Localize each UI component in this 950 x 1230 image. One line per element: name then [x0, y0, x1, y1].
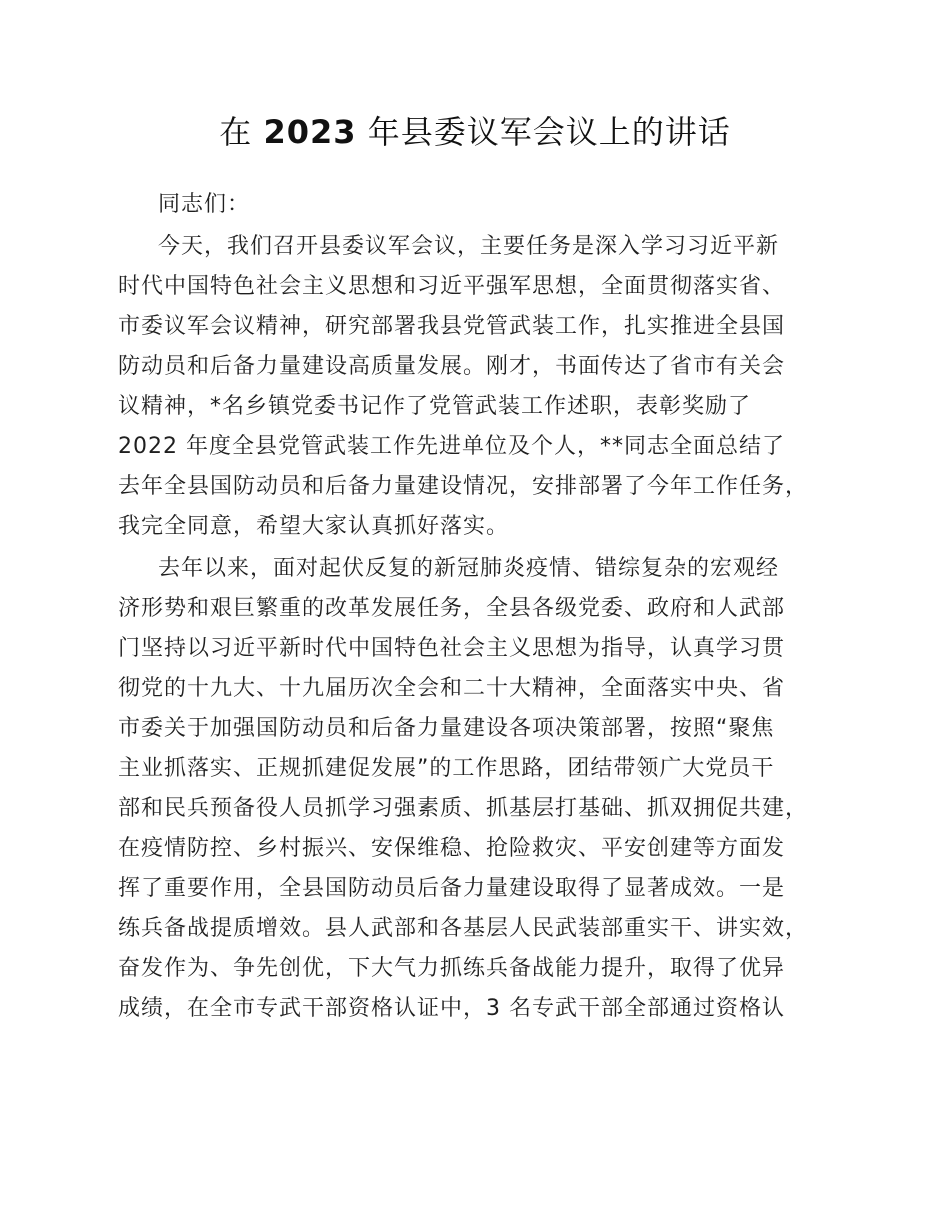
- title-suffix: 年县委议军会议上的讲话: [367, 113, 731, 151]
- document-title: [0, 108, 950, 156]
- salutation: 同志们：: [158, 192, 251, 217]
- paragraph-line: 市委议军会议精神，研究部署我县党管武装工作，扎实推进全县国: [118, 314, 786, 339]
- paragraph-line: 济形势和艰巨繁重的改革发展任务，全县各级党委、政府和人武部: [118, 596, 786, 621]
- paragraph-line: 门坚持以习近平新时代中国特色社会主义思想为指导，认真学习贯: [118, 636, 786, 661]
- paragraph-line: 防动员和后备力量建设高质量发展。刚才，书面传达了省市有关会: [118, 354, 786, 379]
- paragraph-2: [118, 549, 863, 1029]
- paragraph-line: 市委关于加强国防动员和后备力量建设各项决策部署，按照“聚焦: [118, 716, 775, 741]
- paragraph-1: [118, 227, 863, 547]
- paragraph-line: 挥了重要作用，全县国防动员后备力量建设取得了显著成效。一是: [118, 876, 786, 901]
- paragraph-line: 去年以来，面对起伏反复的新冠肺炎疫情、错综复杂的宏观经: [158, 556, 780, 581]
- paragraph-line: 部和民兵预备役人员抓学习强素质、抓基层打基础、抓双拥促共建，: [118, 796, 809, 821]
- paragraph-line: 彻党的十九大、十九届历次全会和二十大精神，全面落实中央、省: [118, 676, 786, 701]
- paragraph-line: 今天，我们召开县委议军会议，主要任务是深入学习习近平新: [158, 234, 780, 259]
- paragraph-line: 主业抓落实、正规抓建促发展”的工作思路，团结带领广大党员干: [118, 756, 775, 781]
- paragraph-line: 奋发作为、争先创优，下大气力抓练兵备战能力提升，取得了优异: [118, 956, 786, 981]
- title-prefix: 在: [219, 113, 253, 151]
- paragraph-line: 在疫情防控、乡村振兴、安保维稳、抢险救灾、平安创建等方面发: [118, 836, 786, 861]
- paragraph-line: 成绩，在全市专武干部资格认证中，3 名专武干部全部通过资格认: [118, 996, 785, 1021]
- paragraph-line: 议精神，*名乡镇党委书记作了党管武装工作述职，表彰奖励了: [118, 394, 752, 419]
- paragraph-line: 去年全县国防动员和后备力量建设情况，安排部署了今年工作任务，: [118, 474, 809, 499]
- paragraph-line: 2022 年度全县党管武装工作先进单位及个人，**同志全面总结了: [118, 434, 785, 459]
- document-body: [118, 185, 863, 1029]
- paragraph-line: 练兵备战提质增效。县人武部和各基层人民武装部重实干、讲实效，: [118, 916, 809, 941]
- paragraph-line: 我完全同意，希望大家认真抓好落实。: [118, 514, 510, 539]
- paragraph-line: 时代中国特色社会主义思想和习近平强军思想，全面贯彻落实省、: [118, 274, 786, 299]
- title-year: 2023: [263, 113, 357, 151]
